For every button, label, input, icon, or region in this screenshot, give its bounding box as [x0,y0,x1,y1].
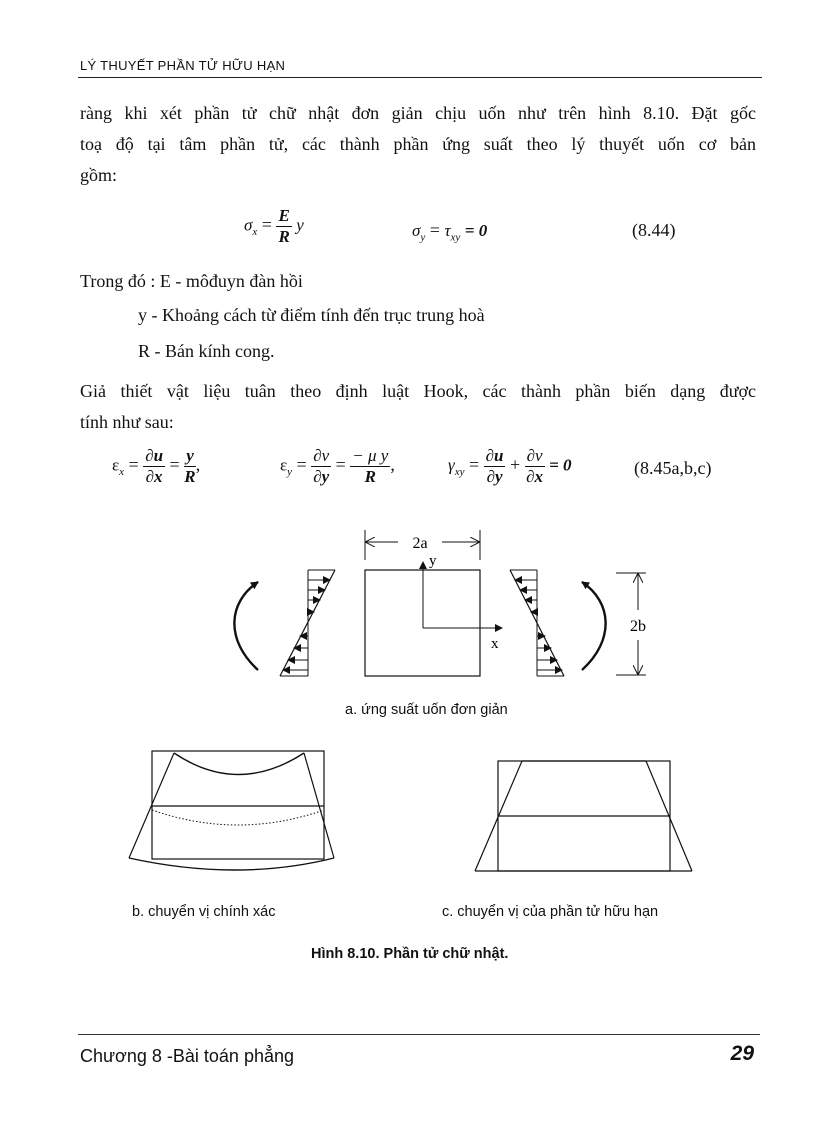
fraction [276,206,291,247]
paragraph-line: Giả thiết vật liệu tuân theo định luật Hook, các thành phần biến dạng được [80,381,756,401]
equation-8-44-right: $\sigma_y = \tau_{xy} = 0$ [412,220,488,244]
numerator: y [186,446,194,465]
fraction [525,446,545,487]
x-axis-label: x [491,636,499,652]
y-axis-label: y [429,553,437,569]
equation-label: (8.45a,b,c) [634,458,712,478]
original-rectangle [152,751,324,859]
paragraph-line: gồm: [80,165,118,185]
figure-a-diagram [220,520,660,690]
fraction [350,446,390,487]
sigma-symbol: σ [412,221,421,240]
gamma-symbol: γ [448,455,455,475]
subscript: xy [454,466,465,479]
footer-rule [78,1034,760,1035]
paragraph-1 [80,98,756,191]
subscript: x [119,466,125,479]
caption-c: c. chuyển vị của phần tử hữu hạn [442,904,659,920]
page-number: 29 [730,1042,754,1065]
running-header: LÝ THUYẾT PHẦN TỬ HỮU HẠN [80,58,286,73]
denominator: R [364,467,376,486]
numerator: E [278,206,290,225]
equation-label: (8.44) [632,220,676,240]
subscript: x [252,226,258,239]
equation-8-45c: $\gamma_{xy}$ = $\frac{\partial u}{\partial y}$ + $\frac{\partial v}{\partial x}$ = 0 [448,446,572,486]
paragraph-line: tính như sau: [80,412,174,432]
numerator: ∂v [526,446,543,465]
dimension-height-label: 2b [630,618,646,635]
caption-b: b. chuyển vị chính xác [132,904,276,920]
figure-b-diagram [126,748,342,874]
denominator: ∂x [526,467,544,486]
numerator: − μ y [352,446,389,465]
header-rule [78,77,762,78]
paragraph-line: toạ độ tại tâm phần tử, các thành phần ứng suất theo lý thuyết uốn cơ bản [80,134,756,154]
denominator: R [184,467,196,486]
equation-8-45b: $\varepsilon_y$ = $\frac{\partial v}{\partial y}$ = $\frac{\text{− μ y}}{R}$ , [280,446,395,486]
denominator: ∂x [145,467,163,486]
neutral-axis-dotted [152,810,324,825]
sigma-symbol: σ [244,215,253,235]
moment-arrow-left [234,582,258,670]
subscript: xy [450,231,461,244]
footer-chapter: Chương 8 -Bài toán phẳng [80,1046,294,1066]
tau-symbol: τ [444,221,451,240]
variable: y [296,215,304,235]
zero: = 0 [464,221,488,240]
denominator: ∂y [313,467,330,486]
caption-a: a. ứng suất uốn đơn giản [345,702,508,718]
definition-line: y - Khoảng cách từ điểm tính đến trục trung hoà [138,305,485,325]
epsilon-symbol: ε [112,455,120,475]
subscript: y [287,466,293,479]
subscript: y [420,231,426,244]
dimension-width-label: 2a [412,535,428,552]
figure-title: Hình 8.10. Phần tử chữ nhật. [311,946,509,962]
paragraph-2 [80,376,756,438]
definition-line: R - Bán kính cong. [138,341,275,361]
deformed-top-edge [174,753,304,775]
paragraph-line: ràng khi xét phần tử chữ nhật đơn giản chịu uốn như trên hình 8.10. Đặt gốc [80,103,756,123]
denominator: R [278,227,290,246]
equation-8-44-left: $\sigma_x$ = $\frac{E}{R}$ y [244,206,304,246]
equation-8-45a: $\varepsilon_x$ = $\frac{\partial u}{\partial x}$ = $\frac{y}{R}$ , [112,446,201,486]
fraction [143,446,165,487]
numerator: ∂v [313,446,330,465]
epsilon-symbol: ε [280,455,288,475]
denominator: ∂y [486,467,503,486]
zero: = 0 [549,455,572,475]
figure-c-diagram [470,758,698,878]
fraction [184,446,196,487]
moment-arrow-right [582,582,606,670]
numerator: ∂u [485,446,504,465]
fraction [311,446,331,487]
definition-line: Trong đó : E - môđuyn đàn hồi [80,271,303,291]
numerator: ∂u [145,446,164,465]
fraction [484,446,506,487]
deformed-bottom-edge [129,858,334,870]
